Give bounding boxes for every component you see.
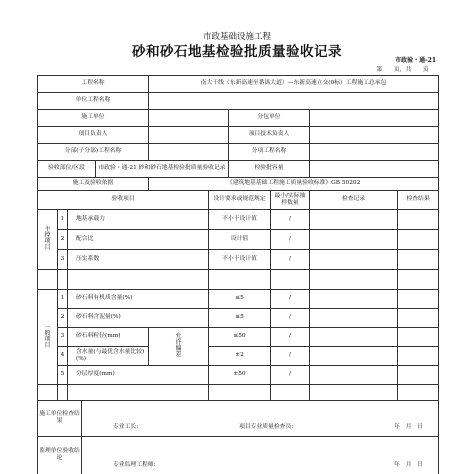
item-name: 配合比 xyxy=(68,229,209,249)
responsible-row xyxy=(38,126,439,143)
row-number: 3 xyxy=(58,327,68,346)
construction-signoff-row xyxy=(38,400,439,436)
pm-label: 项目负责人 xyxy=(38,126,149,143)
page-title: 砂和砂石地基检验批质量验收记录 xyxy=(132,44,342,60)
item-result xyxy=(398,308,439,327)
batch-value: 市政验・通-21 砂和砂石地基检验批质量验收记录 xyxy=(96,160,229,177)
supervision-signoff-area xyxy=(82,436,439,474)
item-sample: / xyxy=(271,249,310,269)
sub-project-label: 分部(子分部)工程名称 xyxy=(38,143,149,160)
project-name-label: 工程名称 xyxy=(38,75,149,92)
item-result xyxy=(398,289,439,308)
item-requirement: ±50 xyxy=(209,365,271,384)
tech-lead-value xyxy=(310,126,439,143)
item-inspection xyxy=(310,289,398,308)
general-group-label: 一般项目 xyxy=(38,289,58,384)
standard-label: 施工及验收依据 xyxy=(38,177,149,190)
project-name-value: 南大干线（东新高速至番禺大道）—东新高速立交(0标）工程施工总承包 xyxy=(149,75,439,92)
unit-project-label: 单位工程名称 xyxy=(38,92,149,109)
form-code: 市政验・通-21 xyxy=(395,57,436,64)
item-name: 砂石料粒径(mm) xyxy=(68,327,149,346)
row-number: 1 xyxy=(58,209,68,229)
standard-value: 《建筑地基基础工程施工质量验收标准》GB 50202 xyxy=(149,177,439,190)
design-header: 设计要求或规范规定 xyxy=(209,190,271,209)
item-requirement: ≤5 xyxy=(209,289,271,308)
item-inspection xyxy=(310,365,398,384)
row-number: 2 xyxy=(58,308,68,327)
page-number: 第 页，共 页 xyxy=(38,66,439,75)
item-name: 含水量(与最优含水量比较)(%) xyxy=(68,346,149,365)
table-row xyxy=(38,365,439,384)
unit-project-value xyxy=(149,92,439,109)
item-inspection xyxy=(310,327,398,346)
acceptance-record-table xyxy=(37,66,439,474)
project-name-row xyxy=(38,75,439,92)
item-name: 压实系数 xyxy=(68,249,209,269)
construction-result-label: 施工单位检查结果 xyxy=(38,400,82,436)
item-name: 砂石料有机质含量(%) xyxy=(68,289,209,308)
sub-unit-value xyxy=(310,109,439,126)
item-inspection xyxy=(310,308,398,327)
inspection-header: 检查记录 xyxy=(310,190,398,209)
sub-item-value xyxy=(310,143,439,160)
item-result xyxy=(398,327,439,346)
item-result xyxy=(398,365,439,384)
construction-signoff-area xyxy=(82,400,439,436)
supervision-conclusion-label: 监理单位验收结论 xyxy=(38,436,82,474)
table-row xyxy=(38,229,439,249)
supervision-signoff-row xyxy=(38,436,439,474)
unit-project-row xyxy=(38,92,439,109)
sub-item-label: 分项工程名称 xyxy=(229,143,310,160)
item-result xyxy=(398,346,439,365)
item-name: 地基承载力 xyxy=(68,209,209,229)
item-sample: / xyxy=(271,327,310,346)
batch-row xyxy=(38,160,439,177)
batch-label: 验收部位/区段 xyxy=(38,160,96,177)
pm-value xyxy=(149,126,229,143)
item-inspection xyxy=(310,249,398,269)
table-row xyxy=(38,209,439,229)
allowed-deviation-label: 允许偏差 xyxy=(149,327,209,365)
sample-header: 最小/实际抽样数量 xyxy=(271,190,310,209)
item-inspection xyxy=(310,209,398,229)
item-requirement: ±2 xyxy=(209,346,271,365)
table-row xyxy=(38,249,439,269)
supervision-date: 年 月 日 xyxy=(394,461,424,468)
item-sample: / xyxy=(271,346,310,365)
item-name: 砂石料含泥量(%) xyxy=(68,308,209,327)
table-row xyxy=(38,346,439,365)
item-requirement: 设计值 xyxy=(209,229,271,249)
standard-row xyxy=(38,177,439,190)
item-result xyxy=(398,229,439,249)
item-inspection xyxy=(310,229,398,249)
item-sample: / xyxy=(271,209,310,229)
row-number: 4 xyxy=(58,346,68,365)
item-requirement: ≤5 xyxy=(209,308,271,327)
batch-size-label: 检验批容量 xyxy=(229,160,310,177)
result-header: 检查结果 xyxy=(398,190,439,209)
row-number: 2 xyxy=(58,229,68,249)
page-row xyxy=(38,66,439,75)
row-number: 3 xyxy=(58,249,68,269)
item-requirement: 不小于设计值 xyxy=(209,209,271,229)
item-requirement: ≤50 xyxy=(209,327,271,346)
construction-unit-row xyxy=(38,109,439,126)
construction-unit-value xyxy=(149,109,229,126)
supervision-engineer-label: 专业监理工程师: xyxy=(113,461,156,468)
construction-unit-label: 施工单位 xyxy=(38,109,149,126)
table-row-empty xyxy=(38,269,439,289)
item-requirement: 不小于设计值 xyxy=(209,249,271,269)
item-name: 分层厚度(mm) xyxy=(68,365,209,384)
document-category: 市政基础设施工程 xyxy=(202,32,271,42)
item-sample: / xyxy=(271,308,310,327)
qc-inspector-label: 项目专业质量检查员: xyxy=(239,423,294,430)
foreman-label: 专业工长: xyxy=(113,423,139,430)
item-header: 验收项目 xyxy=(38,190,209,209)
row-number: 1 xyxy=(58,289,68,308)
item-sample: / xyxy=(271,229,310,249)
sub-project-row xyxy=(38,143,439,160)
construction-date: 年 月 日 xyxy=(394,423,424,430)
sub-unit-label: 分包单位 xyxy=(229,109,310,126)
item-inspection xyxy=(310,346,398,365)
item-result xyxy=(398,209,439,229)
item-header-row xyxy=(38,190,439,209)
main-control-group-label: 主控项目 xyxy=(38,209,58,269)
table-row-empty xyxy=(38,384,439,400)
item-sample: / xyxy=(271,365,310,384)
batch-size-value xyxy=(310,160,439,177)
item-sample: / xyxy=(271,289,310,308)
sub-project-value xyxy=(149,143,229,160)
table-row xyxy=(38,289,439,308)
item-result xyxy=(398,249,439,269)
tech-lead-label: 项目技术负责人 xyxy=(229,126,310,143)
table-row xyxy=(38,308,439,327)
row-number: 5 xyxy=(58,365,68,384)
table-row xyxy=(38,327,439,346)
